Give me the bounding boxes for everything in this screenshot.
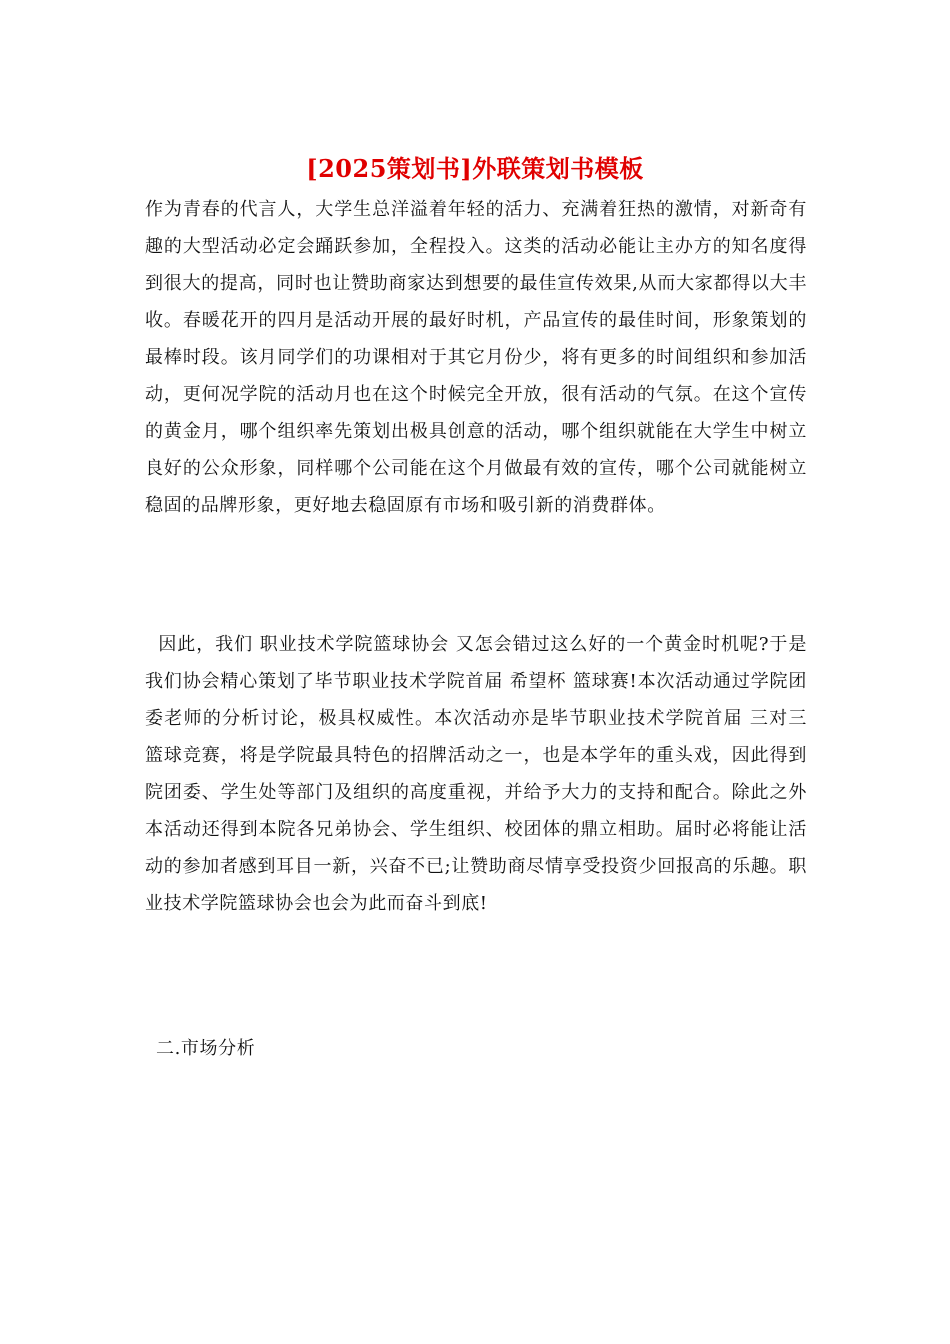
intro-paragraph: 作为青春的代言人，大学生总洋溢着年轻的活力、充满着狂热的激情，对新奇有趣的大型活动必定会踊跃参加，全程投入。这类的活动必能让主办方的知名度得到很大的提高，同时也让赞助商家达到想要的最佳宣传效果,从而大家都得以大丰收。春暖花开的四月是活动开展的最好时机，产品宣传的最佳时间，形象策划的最棒时段。该月同学们的功课相对于其它月份少，将有更多的时间组织和参加活动，更何况学院的活动月也在这个时候完全开放，很有活动的气氛。在这个宣传的黄金月，哪个组织率先策划出极具创意的活动，哪个组织就能在大学生中树立良好的公众形象，同样哪个公司能在这个月做最有效的宣传，哪个公司就能树立稳固的品牌形象，更好地去稳固原有市场和吸引新的消费群体。 <box>145 199 807 516</box>
section-heading-market-analysis: 二.市场分析 <box>156 1038 256 1059</box>
document-title: [2025策划书]外联策划书模板 <box>306 154 644 183</box>
plan-paragraph: 因此，我们 职业技术学院篮球协会 又怎会错过这么好的一个黄金时机呢?于是我们协会精心策划了毕节职业技术学院首届 希望杯 篮球赛!本次活动通过学院团委老师的分析讨论，极具权威性。本次活动亦是毕节职业技术学院首届 三对三 篮球竞赛，将是学院最具特色的招牌活动之一，也是本学年的重头戏，因此得到院团委、学生处等部门及组织的高度重视，并给予大力的支持和配合。除此之外本活动还得到本院各兄弟协会、学生组织、校团体的鼎立相助。届时必将能让活动的参加者感到耳目一新，兴奋不已;让赞助商尽情享受投资少回报高的乐趣。职业技术学院篮球协会也会为此而奋斗到底! <box>145 634 814 914</box>
